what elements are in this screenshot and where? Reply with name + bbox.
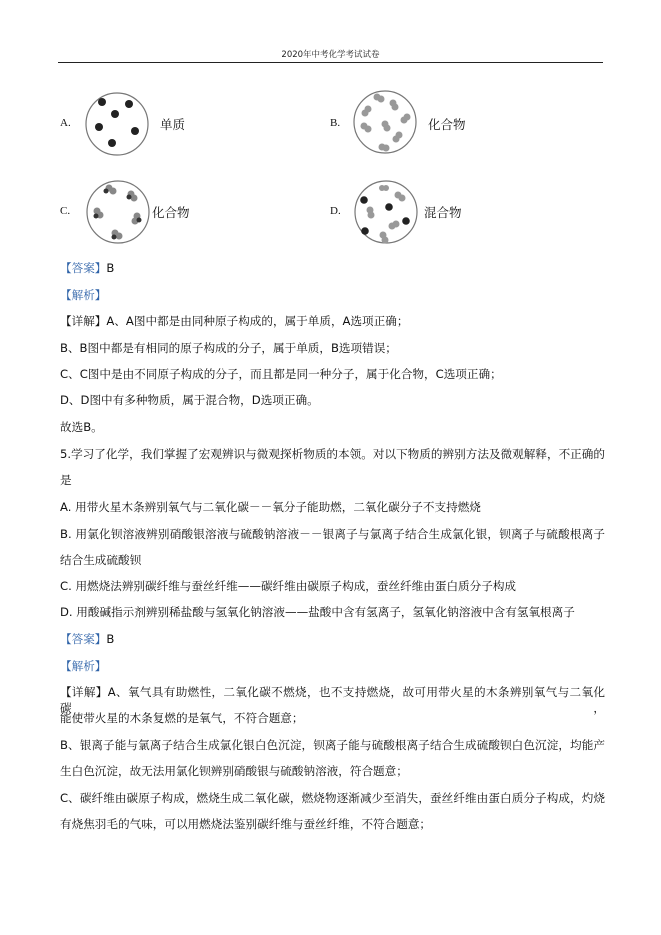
q5-detail-line: 生白色沉淀，故无法用氯化钡辨别硝酸银与硫酸钠溶液，符合题意； bbox=[60, 764, 408, 778]
q4-conclusion: 故选B。 bbox=[60, 420, 103, 434]
q5-choice-a: A. 用带火星木条辨别氧气与二氧化碳－－氧分子能助燃，二氧化碳分子不支持燃烧 bbox=[60, 500, 481, 514]
diagram-d bbox=[353, 179, 419, 245]
q4-detail-line: D、D图中有多种物质，属于混合物，D选项正确。 bbox=[60, 393, 319, 407]
diagram-c bbox=[85, 179, 151, 245]
q5-detail-line: B、银离子能与氯离子结合生成氯化银白色沉淀，钡离子能与硫酸根离子结合生成硫酸钡白色沉淀，均能产 bbox=[60, 738, 605, 752]
q5-stem: 5.学习了化学，我们掌握了宏观辨识与微观探析物质的本领。对以下物质的辨别方法及微观解释，不正确的 bbox=[60, 447, 605, 461]
detail-tag: 【详解】 bbox=[60, 685, 108, 699]
q5-detail-line: C、碳纤维由碳原子构成，燃烧生成二氧化碳，燃烧物逐渐减少至消失，蚕丝纤维由蛋白质分子构成，灼烧 bbox=[60, 791, 605, 805]
answer-value: B bbox=[106, 632, 115, 646]
q4-answer bbox=[60, 260, 605, 276]
answer-tag: 【答案】 bbox=[60, 261, 107, 275]
diagram-b bbox=[352, 89, 418, 155]
option-a-letter: A. bbox=[60, 117, 71, 129]
header-divider bbox=[58, 62, 603, 63]
option-d-letter: D. bbox=[330, 205, 341, 217]
q5-answer bbox=[60, 631, 605, 647]
option-c-letter: C. bbox=[60, 205, 71, 217]
q5-detail-line: 能使带火星的木条复燃的是氧气，不符合题意； bbox=[60, 711, 304, 725]
q5-stem-cont: 是 bbox=[60, 473, 72, 487]
q5-choice-b-cont: 结合生成硫酸钡 bbox=[60, 553, 142, 567]
detail-text: A、氧气具有助燃性，二氧化碳不燃烧，也不支持燃烧，故可用带火星的木条辨别氧气与二氧化碳， bbox=[60, 685, 605, 715]
answer-value: B bbox=[106, 261, 115, 275]
answer-tag: 【答案】 bbox=[60, 632, 107, 646]
analysis-tag: 【解析】 bbox=[60, 659, 107, 673]
q4-detail-line: B、B图中都是有相同的原子构成的分子，属于单质，B选项错误； bbox=[60, 341, 397, 355]
analysis-tag: 【解析】 bbox=[60, 288, 107, 302]
option-d-label: 混合物 bbox=[424, 205, 462, 220]
detail-text: A、A图中都是由同种原子构成的，属于单质，A选项正确； bbox=[106, 314, 409, 328]
page-header: 2020年中考化学考试试卷 bbox=[281, 50, 380, 60]
q5-detail-line: 有烧焦羽毛的气味，可以用燃烧法鉴别碳纤维与蚕丝纤维，不符合题意； bbox=[60, 817, 432, 831]
q4-detail-line: C、C图中是由不同原子构成的分子，而且都是同一种分子，属于化合物，C选项正确； bbox=[60, 367, 502, 381]
q5-choice-d: D. 用酸碱指示剂辨别稀盐酸与氢氧化钠溶液——盐酸中含有氢离子，氢氧化钠溶液中含有氢氧根离子 bbox=[60, 605, 575, 619]
option-b-letter: B. bbox=[330, 117, 341, 129]
diagram-a bbox=[84, 91, 150, 157]
option-b-label: 化合物 bbox=[428, 117, 466, 132]
option-c-label: 化合物 bbox=[152, 205, 190, 220]
q5-choice-c: C. 用燃烧法辨别碳纤维与蚕丝纤维——碳纤维由碳原子构成，蚕丝纤维由蛋白质分子构成 bbox=[60, 579, 517, 593]
q5-choice-b: B. 用氯化钡溶液辨别硝酸银溶液与硫酸钠溶液－－银离子与氯离子结合生成氯化银，钡离子与硫酸根离子 bbox=[60, 527, 605, 541]
detail-tag: 【详解】 bbox=[60, 314, 107, 328]
q4-detail-line bbox=[60, 313, 605, 329]
option-a-label: 单质 bbox=[160, 117, 186, 132]
